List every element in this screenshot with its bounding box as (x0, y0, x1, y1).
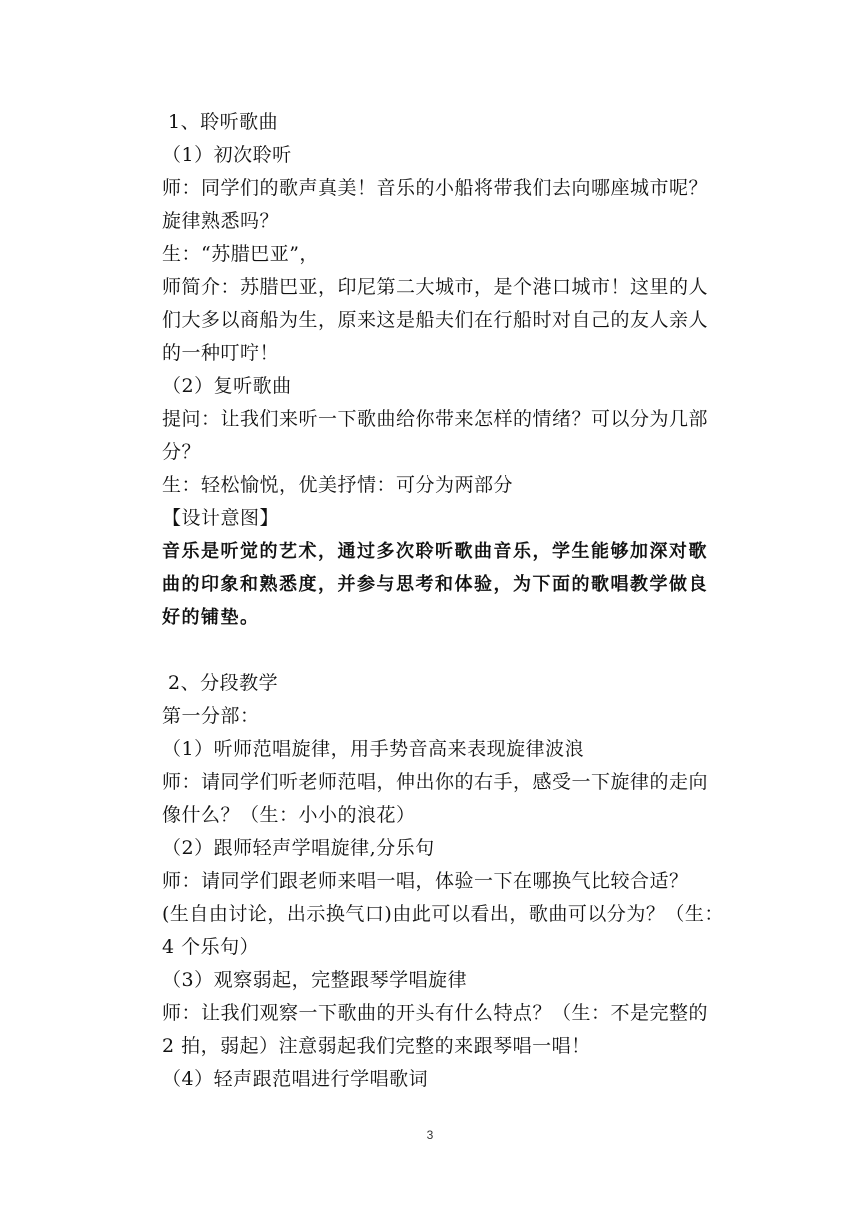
paragraph-line: 2 拍，弱起）注意弱起我们完整的来跟琴唱一唱！ (162, 1035, 591, 1057)
paragraph-line: 像什么？（生：小小的浪花） (162, 804, 416, 826)
design-intent-text: 音乐是听觉的艺术，通过多次聆听歌曲音乐，学生能够加深对歌 (162, 541, 708, 562)
paragraph-line: 师简介：苏腊巴亚，印尼第二大城市，是个港口城市！这里的人 (162, 276, 709, 298)
paragraph-line: （2）跟师轻声学唱旋律,分乐句 (162, 837, 435, 859)
paragraph-line: （4）轻声跟范唱进行学唱歌词 (162, 1068, 429, 1090)
paragraph-line: 生：轻松愉悦，优美抒情：可分为两部分 (162, 474, 514, 496)
subheading-second-listen: （2）复听歌曲 (162, 375, 292, 397)
design-intent-text: 好的铺垫。 (162, 607, 260, 628)
paragraph-line: (生自由讨论，出示换气口)由此可以看出，歌曲可以分为？（生： (162, 903, 724, 925)
paragraph-line: 的一种叮咛！ (162, 342, 280, 364)
paragraph-line: 旋律熟悉吗？ (162, 210, 280, 232)
paragraph-line: 师：请同学们跟老师来唱一唱，体验一下在哪换气比较合适？ (162, 870, 689, 892)
paragraph-line: （3）观察弱起，完整跟琴学唱旋律 (162, 969, 468, 991)
blank-line (162, 634, 742, 667)
paragraph-line: 师：同学们的歌声真美！音乐的小船将带我们去向哪座城市呢？ (162, 177, 709, 199)
paragraph-line: 师：请同学们听老师范唱，伸出你的右手，感受一下旋律的走向 (162, 771, 709, 793)
subheading-first-listen: （1）初次聆听 (162, 144, 292, 166)
paragraph-line: 提问：让我们来听一下歌曲给你带来怎样的情绪？可以分为几部 (162, 408, 709, 430)
paragraph-line: 4 个乐句） (162, 936, 260, 958)
document-body (162, 106, 742, 1096)
paragraph-line: 分？ (162, 441, 202, 463)
page-number: 3 (426, 1128, 434, 1142)
paragraph-line: 生：“苏腊巴亚”， (162, 243, 319, 265)
paragraph-line: （1）听师范唱旋律，用手势音高来表现旋律波浪 (162, 738, 585, 760)
paragraph-line: 们大多以商船为生，原来这是船夫们在行船时对自己的友人亲人 (162, 309, 709, 331)
design-intent-heading: 【设计意图】 (162, 507, 280, 529)
section-heading-listen: 1、聆听歌曲 (168, 111, 279, 133)
subheading-part-one: 第一分部： (162, 705, 260, 727)
section-heading-segment-teaching: 2、分段教学 (168, 672, 279, 694)
paragraph-line: 师：让我们观察一下歌曲的开头有什么特点？（生：不是完整的 (162, 1002, 709, 1024)
design-intent-text: 曲的印象和熟悉度，并参与思考和体验，为下面的歌唱教学做良 (162, 574, 708, 595)
